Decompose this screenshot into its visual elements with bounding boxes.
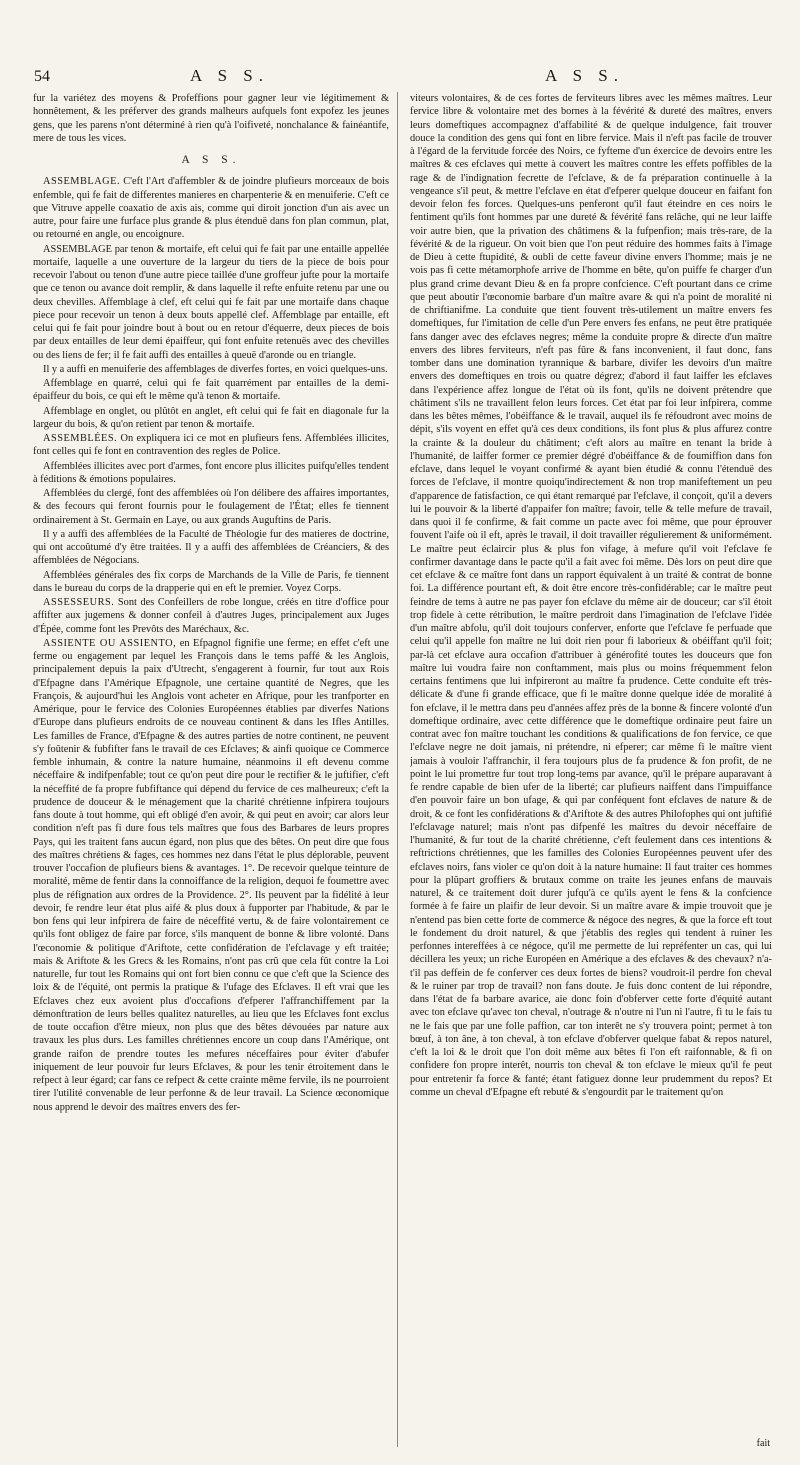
paragraph: Affemblées du clergé, font des affemblées où l'on délibere des affaires importantes, & des fecours qui feront fournis pour le foulagement de l'État; elles fe tiennent ordinairement à St. Germain en Laye, ou aux grands Auguftins de Paris. bbox=[33, 488, 389, 526]
paragraph: Affemblées générales des fix corps de Marchands de la Ville de Paris, fe tiennent dans le bureau du corps de la drapperie qui en eft le premier. Voyez Corps. bbox=[33, 569, 389, 594]
entry-term: ASSEMBLÉES. bbox=[43, 433, 118, 444]
paragraph: Il y a auffi en menuiferie des affemblages de diverfes fortes, en voici quelques-uns. bbox=[43, 363, 388, 375]
running-head-left: A S S. bbox=[190, 66, 269, 85]
entry-assemblees bbox=[33, 432, 389, 459]
running-head-right: A S S. bbox=[545, 66, 624, 85]
entry-text: en Efpagnol fignifie une ferme; en effet c'eft une ferme ou engagement par lequel les François dans le tems paffé & les Anglois, principalement depuis la paix d'Utrecht, s'engagerent à fournir, fur tout aux Rois d'Efpagne dans l'Amérique Efpagnole, une certaine quantité de Negres, que les François, & aujourd'hui les Anglois vont acheter en Afrique, pour les tranfporter en Amérique, pour le fervice des Colonies Européennes établies par diverfes Nations d'Europe dans plufieurs endroits de ce nouveau continent & dans les Ifles Antilles. Les familles de France, d'Efpagne & des autres parties de notre continent, ne peuvent s'y foûtenir & fubfifter fans le travail de ces Efclaves; & ainfi quoique ce Commerce femble inhumain, & contre la nature humaine, néanmoins il eft devenu comme néceffaire & indifpenfable; tout ce qu'on peut dire pour le rectifier & le juftifier, c'eft la néceffité de fa propre fubfiftance qui dépend du fervice de ces malheureux; c'eft la prudence de douceur & le ménagement que la charité chrétienne infpirera toujours fans doute à tout homme, qui eft obligé d'en avoir, & qui peut en avoir; car alors leur condition n'eft pas fi dure fous tels maîtres que fous des Barbares de leurs propres Pays, qui les traitent fans aucun égard, non plus que des bêtes. On peut dire que fous des maîtres chrétiens & fages, ces hommes nez dans l'état le plus déplorable, peuvent trouver l'occafion de plufieurs biens & avantages. 1°. De recevoir quelque teinture de moralité, même de fentir dans la connoiffance de la religion, dequoi fe foumettre avec plus de réfignation aux ordres de la Providence. 2°. Ils peuvent par la fidélité à leur devoir, fe rendre leur état plus aifé & plus doux à fupporter par l'habitude, & par le bon fens qui leur infpirera de faire de néceffité vertu, & de faire volontairement ce qu'ils font obligez de faire par force, s'ils manquent de bonne & libre volonté. Dans l'œconomie & politique d'Ariftote, cette confidération de l'efclavage y eft traitée; mais & Ariftote & les Grecs & les Romains, n'ont pas crû que cela fût contre la Loi naturelle, fur tout les Romains qui ont fort bien connu ce que c'eft que la Science des loix & de l'équité, ont permis la pratique & l'ufage des Efclaves. Il eft vrai que les Efclaves chez eux avoient plus d'occafions d'efperer l'affranchiffement par la démonftration de leurs belles qualitez naturelles, au lieu que les Efclaves font exclus de toute occafion d'être mieux, non plus que des bêtes dévouées par nature aux travaux les plus durs. Les familles chrétiennes encore un coup dans l'Amérique, ont grande raifon de prendre toutes les mefures néceffaires pour éviter d'abufer iniquement de leur pouvoir fur leurs Efclaves, & pour les tenir étroitement dans le refpect à leur égard; car fans ce refpect & cette crainte même fervile, ils ne pourroient tirer l'utilité convenable de leur perfonne & de leur travail. La Science œconomique nous apprend le devoir des maîtres envers des fer- bbox=[33, 637, 389, 1113]
entry-text: Sont des Confeillers de robe longue, créés en titre d'office pour affifter aux jugemens & donner confeil à d'autres Juges, principalement aux Juges d'Épée, comme font les Prevôts des Maréchaux, &c. bbox=[33, 597, 389, 635]
entry-assiente bbox=[33, 637, 389, 1114]
paragraph: viteurs volontaires, & de ces fortes de ferviteurs libres avec les mêmes maîtres. Leur fervice libre & volontaire met des bornes à la févérité & dureté des maîtres, envers leurs domeftiques accompagnez d'affabilité & de quelque indulgence, fait trouver douce la condition des gens qui font en libre fervice. Mais il n'eft pas facile de trouver à l'égard de la fervitude forcée des Noirs, ce fyfteme d'un éxercice de devoirs entre les maîtres & ces efclaves qui mette à couvert les maîtres contre les effets poffibles de la rage & de l'indignation fecrette de l'efclave, & de fa préparation continuelle à la vengeance s'il peut, & mettre l'efclave en état d'efperer quelque douceur en faifant fon devoir felon fes forces. Quelques-uns penferont qu'il faut éteindre en ces noirs le fentiment qu'ils font hommes par une dureté & févérité fans relâche, qui ne leur laiffe voir autre bien, que la privation des châtimens & la fufpenfion; mais très-rare, de la févérité & de la rigueur. On voit bien que l'on peut réduire des hommes faits à l'image de Dieu à cette ftupidité, & oubli de cette faveur divine envers l'homme; mais je ne vois pas fi cette métamorphofe arrive de l'homme en bête, qu'on puiffe fe charger d'un plus grand crime devant Dieu & en fa propre confcience. C'eft pourtant dans ce crime que peut aboutir l'œconomie barbare d'un maître avare & qui n'a point de moralité ni de chriftianifme. La conduite que tient fouvent très-utilement un maître envers fes domeftiques, fur l'imitation de celle d'un Pere envers fes enfans, ne peut être pratiquée fans danger avec des efclaves negres; même la conduite propre & directe d'un maître envers des libres ferviteurs, n'eft pas fûre & fans inconvenient, il faut donc, fans tomber dans une domination tyrannique & barbare, divifer les devoirs d'un maître envers des domeftiques en trois ou quatre dégrez; d'abord il faut laiffer les efclaves dans l'expérience affez longue de l'état où ils font, qu'ils ne doivent prétendre que châtiment s'ils ne travaillent felon leurs forces. Cet état par foi leur infpirera, comme dans les bêtes mêmes, l'obéiffance & le travail, auquel ils fe réfoudront avec moins de dépit, s'ils voyent en effet qu'à ces deux conditions, ils font plus & plus affurez contre la crainte & la douleur du châtiment; c'eft alors au maître en tenant la bride à l'humanité, de laiffer former ce premier dégré d'obéiffance & de foumiffion dans fon efclave, dans lequel le voyant confirmé & ayant bien étudié & connu l'étenduë des forces de l'efclave, il montre quoiqu'indirectement & non trop manifeftement un peu d'apparence de fatisfaction, ce qui étant remarqué par l'efclave, il conçoit, qu'il a devers lui le pouvoir & la liberté d'appaifer fon maître; favoir, telle & telle mefure de travail, dans quoi il fe confirme, & fait comme un pacte avec foi même, que pour éprouver fouvent l'aife où il eft, après le travail, il doit travailler régulierement & uniformément. Le maître peut éclaircir plus & plus fon vifage, à mefure qu'il voit l'efclave fe confirmer davantage dans le pacte qu'il a fait avec foi même. Dès lors on peut dire que cet efclave & ce maître font dans un rapport équivalent à un traité & contrat de bonne foi. La différence pourtant eft, & doit être encore très-confidérable; car le maître peut feindre de tems à autre ne pas payer fon efclave du même air de douceur; car s'il étoit trop fidele à cette rétribution, le maître perdroit dans l'imagination de l'efclave l'idée d'un maître abfolu, qu'il doit toujours conferver, enforte que l'efclave fe perfuade que celui qu'il appelle fon maître ne lui doit rien pour fi laborieux & obéiffant qu'il foit; par-là cet efclave aura occafion d'attribuer à générofité toutes les douceurs que fon maître lui voudra faire non conftamment, mais plus ou moins fréquemment felon certains fentimens que lui infpireront au maître fa prudence. Cette conduite eft très-délicate & d'une fi grande efficace, que fi le maître donne quelque idée de moralité à fon efclave, il le mettra dans peu d'années affez près de la bonne & fincere volonté d'un domeftique ordinaire, avec cette différence que le domeftique ordinaire peut faire un contrat avec fon maître touchant les conditions & qualifications de fon fervice, ce que l'efclave negre ne doit jamais, ni prétendre, ni efperer; car même fi le maître vient jamais à vouloir l'affranchir, il fera toujours plus de fa prudence & fon profit, de ne point le lui promettre fur tout trop long-tems par avance, qu'il le prépare auparavant à fe rendre capable de bien ufer de la liberté; car plufieurs naiffent dans l'impuiffance d'en pouvoir faire un bon ufage, & qui par conféquent font efclaves de nature & de droit, & ce font les confidérations & d'Ariftote & des autres Philofophes qui ont juftifié l'efclavage naturel; mais n'ont pas difpenfé les maîtres du devoir néceffaire de l'humanité, & fur tout de la charité chrétienne, c'eft feulement dans ces intentions & reftrictions chrétiennes, que les familles des Colonies Européennes peuvent ufer des efclaves noirs, fans violer ce qu'on doit à la nature humaine: Il faut traiter ces hommes pour la plûpart groffiers & brutaux comme on traite les jeunes enfans de mauvais naturel, & ce traitement doit durer jufqu'à ce qu'ils ayent le fens & la confcience formée à fe faire un plaifir de leur devoir. Si un maître avare & impie trouvoit que je n'entend pas bien cette forte de commerce & négoce des negres, & que la force eft tout le fondement du droit naturel, & que j'établis des regles qui tendent à ruiner les perfonnes intereffées à ce négoce, qu'il me permette de lui repréfenter un cas, qui lui décillera les yeux; un riche Européen en Amérique a des efclaves & des chevaux? n'a-t'il pas deffein de fe conferver ces deux fortes de biens? voudroit-il perdre fon cheval & le ruiner par trop de travail? non fans doute. Je fuis donc content de lui répondre, dans l'état de fa barbare avarice, aie donc foin d'obferver cette forte d'équité autant avec ton efclave qu'avec ton cheval, n'outrage & n'outre ni l'un ni l'autre, fi tu le fais tu ne le fais que par une folle paffion, car ton interêt ne s'y trouvera point; permet à ton bœuf, à ton âne, à ton cheval, à ton efclave d'obferver quelque fabat & repos naturel, c'eft la loi & le droit que l'on doit même aux bêtes fi l'on eft raifonnable, & fi on confidere fon propre interêt, nourris ton cheval & ton efclave le mieux qu'il fe peut pour entretenir fa force & fanté; étant fatiguez donne leur prudemment du repos? Et comme un cheval d'Efpagne eft rebuté & s'engourdit par le traitement qu'on bbox=[410, 93, 772, 1098]
left-column bbox=[33, 92, 389, 1452]
paragraph: Affemblées illicites avec port d'armes, font encore plus illicites puifqu'elles tendent à féditions & émotions populaires. bbox=[33, 460, 389, 485]
intro-paragraph: fur la variétez des moyens & Profeffions pour gagner leur vie légitimement & honnêtement, & les préferver des grands malheurs aufquels font expofez les jeunes gens, que les parens n'ont déterminé à rien qu'à l'oifiveté, nonchalance & fainéantife, mere de tous les vices. bbox=[33, 93, 389, 144]
entry-term: ASSESSEURS. bbox=[43, 597, 115, 608]
entry-text: On expliquera ici ce mot en plufieurs fens. Affemblées illicites, font celles qui fe font en contravention des regles de Police. bbox=[33, 433, 389, 458]
paragraph: Il y a auffi des affemblées de la Faculté de Théologie fur des matieres de doctrine, qui ont accoûtumé d'y être traitées. Il y a auffi des affemblées de Créanciers, & des affemblées de Négocians. bbox=[33, 528, 389, 567]
section-heading: A S S. bbox=[181, 154, 241, 166]
catchword: fait bbox=[756, 1438, 770, 1449]
page-number: 54 bbox=[34, 68, 50, 85]
entry-term: ASSIENTE OU ASSIENTO, bbox=[43, 637, 177, 649]
right-column bbox=[410, 92, 772, 1452]
entry-text: C'eft l'Art d'affembler & de joindre plufieurs morceaux de bois enfemble, qui fe fait de differentes manieres en charpenterie & en menuiferie. C'eft ce que Vitruve appelle coaxatio de axis ais, comme qui diroit jonction d'un ais avec un autre, pour faire une furface plus grande & plus étenduë dans fon plan commun, plat, ou retourné en angle, ou encoignure. bbox=[33, 176, 389, 241]
paragraph: ASSEMBLAGE par tenon & mortaife, eft celui qui fe fait par une entaille appellée mortaife, laquelle a une ouverture de la largeur du tiers de la piece de bois pour recevoir l'about ou tenon d'une autre piece taillée d'une groffeur jufte pour la mortaife que ce tenon ou avance doit remplir, & dans laquelle il refte enfuite retenu par une ou deux chevilles. Affemblage à clef, eft celui qui fe fait par une mortaife dans chaque piece pour recevoir un tenon à deux bouts appellé clef. Affemblage par entaille, eft celui qui fe fait pour joindre bout à bout ou en retour d'équerre, deux pieces de bois par deux entailles de leur demi épaiffeur, qui font enfuite retenuës avec des chevilles ou des liens de fer; il fe fait auffi des entailles à queuë d'aronde ou en triangle. bbox=[33, 243, 389, 361]
entry-term: ASSEMBLAGE. bbox=[43, 176, 121, 188]
paragraph: Affemblage en onglet, ou plûtôt en anglet, eft celui qui fe fait en diagonale fur la largeur du bois, & qu'on retient par tenon & mortaife. bbox=[33, 405, 389, 430]
entry-assemblage bbox=[33, 175, 389, 241]
entry-assesseurs bbox=[33, 596, 389, 636]
column-divider bbox=[397, 92, 398, 1447]
paragraph: Affemblage en quarré, celui qui fe fait quarrément par entailles de la demi-épaiffeur du bois, ce qui eft le même qu'à tenon & mortaife. bbox=[33, 378, 389, 403]
